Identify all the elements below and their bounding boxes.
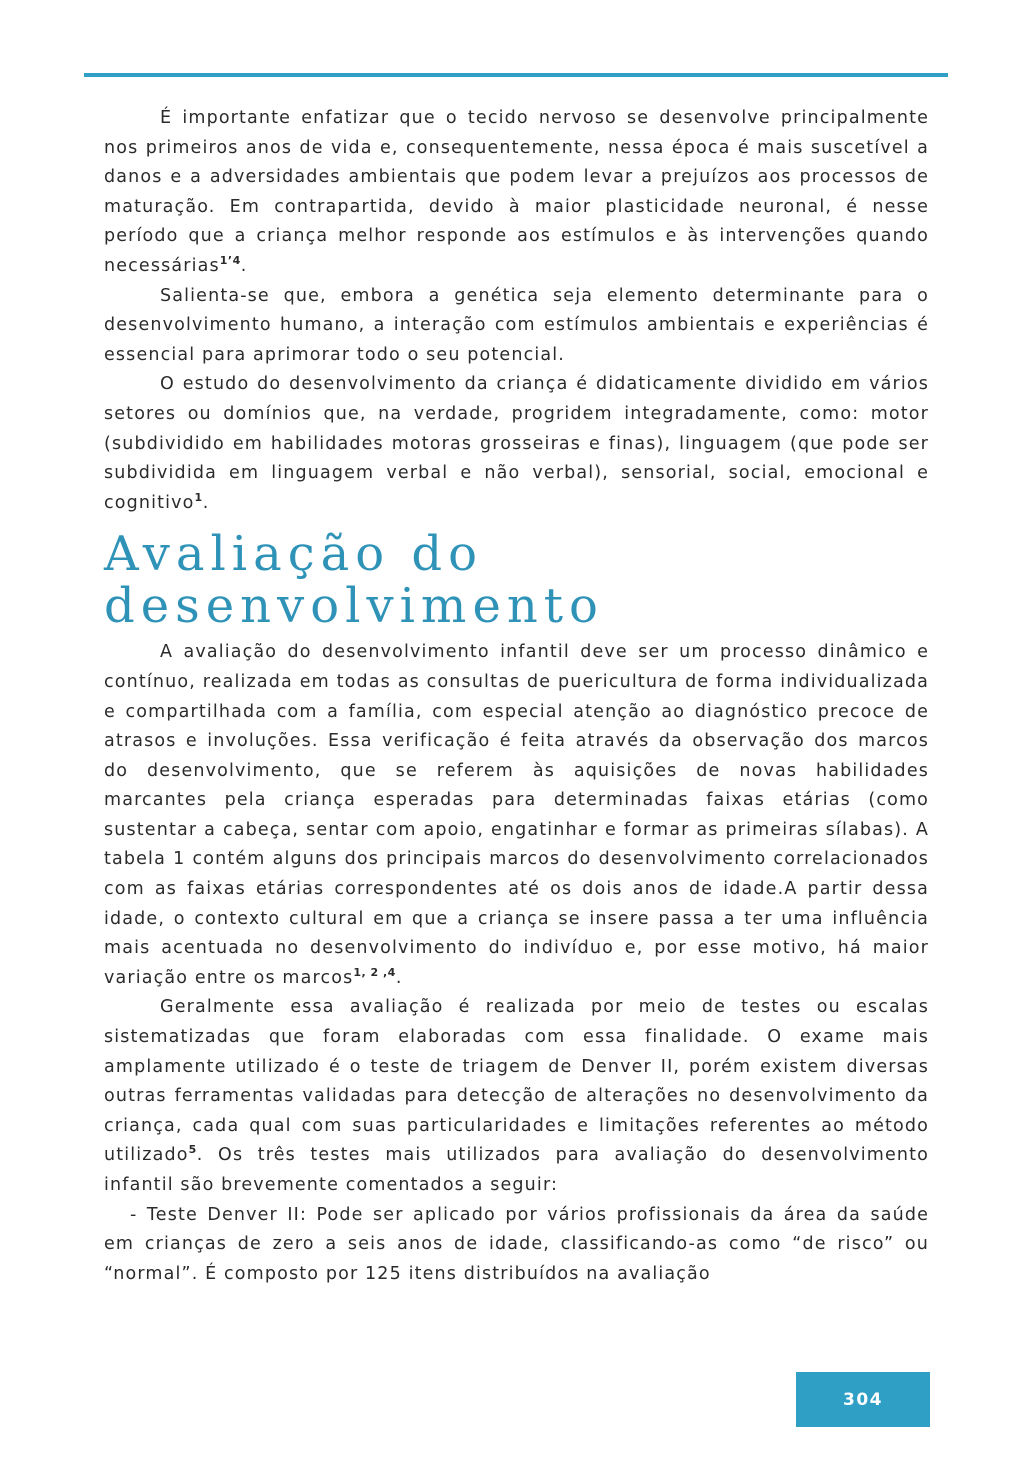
reference-superscript: 1’4 bbox=[219, 253, 241, 267]
body-paragraph bbox=[104, 104, 929, 282]
paragraph-text: O estudo do desenvolvimento da criança é didaticamente dividido em vários setores ou domínios que, na verdade, progridem integradamente, como: motor (subdividido em habilidades motoras grosseiras e finas), linguagem (que pode ser subdividida em linguagem verbal e não verbal), sensorial, social, emocional e cognitivo bbox=[104, 374, 929, 513]
top-divider-rule bbox=[84, 73, 948, 77]
paragraph-text: É importante enfatizar que o tecido nervoso se desenvolve principalmente nos primeiros anos de vida e, consequentemente, nessa época é mais suscetível a danos e a adversidades ambientais que podem levar a prejuízos aos processos de maturação. Em contrapartida, devido à maior plasticidade neuronal, é nesse período que a criança melhor responde aos estímulos e às intervenções quando necessárias bbox=[104, 108, 929, 276]
paragraph-tail: . bbox=[395, 967, 403, 988]
section-heading: Avaliação do desenvolvimento bbox=[104, 526, 604, 635]
reference-superscript: 5 bbox=[188, 1143, 197, 1157]
reference-superscript: 1 bbox=[194, 490, 203, 504]
reference-superscript: 1, 2 ,4 bbox=[353, 965, 396, 979]
paragraph-tail: . bbox=[202, 492, 210, 513]
paragraph-text: Salienta-se que, embora a genética seja elemento determinante para o desenvolvimento humano, a interação com estímulos ambientais e experiências é essencial para aprimorar todo o seu potencial. bbox=[104, 285, 929, 365]
body-paragraph bbox=[104, 370, 929, 518]
body-paragraph bbox=[104, 993, 929, 1200]
body-paragraph bbox=[104, 638, 929, 993]
page-number-badge bbox=[796, 1372, 930, 1427]
body-paragraph bbox=[104, 282, 929, 371]
paragraph-tail: . Os três testes mais utilizados para avaliação do desenvolvimento infantil são brevemente comentados a seguir: bbox=[104, 1145, 929, 1195]
page-number: 304 bbox=[843, 1389, 883, 1410]
page-content bbox=[104, 104, 929, 1289]
paragraph-text: A avaliação do desenvolvimento infantil deve ser um processo dinâmico e contínuo, realizada em todas as consultas de puericultura de forma individualizada e compartilhada com a família, com especial atenção ao diagnóstico precoce de atrasos e involuções. Essa verificação é feita através da observação dos marcos do desenvolvimento, que se referem às aquisições de novas habilidades marcantes pela criança esperadas para determinadas faixas etárias (como sustentar a cabeça, sentar com apoio, engatinhar e formar as primeiras sílabas). A tabela 1 contém alguns dos principais marcos do desenvolvimento correlacionados com as faixas etárias correspondentes até os dois anos de idade.A partir dessa idade, o contexto cultural em que a criança se insere passa a ter uma influência mais acentuada no desenvolvimento do indivíduo e, por esse motivo, há maior variação entre os marcos bbox=[104, 642, 929, 988]
paragraph-text: Geralmente essa avaliação é realizada por meio de testes ou escalas sistematizadas que foram elaboradas com essa finalidade. O exame mais amplamente utilizado é o teste de triagem de Denver II, porém existem diversas outras ferramentas validadas para detecção de alterações no desenvolvimento da criança, cada qual com suas particularidades e limitações referentes ao método utilizado bbox=[104, 997, 929, 1166]
list-item-paragraph bbox=[104, 1201, 929, 1290]
paragraph-text: - Teste Denver II: Pode ser aplicado por vários profissionais da área da saúde em crianças de zero a seis anos de idade, classificando-as como “de risco” ou “normal”. É composto por 125 itens distribuídos na avaliação bbox=[104, 1204, 929, 1284]
paragraph-tail: . bbox=[240, 255, 248, 276]
